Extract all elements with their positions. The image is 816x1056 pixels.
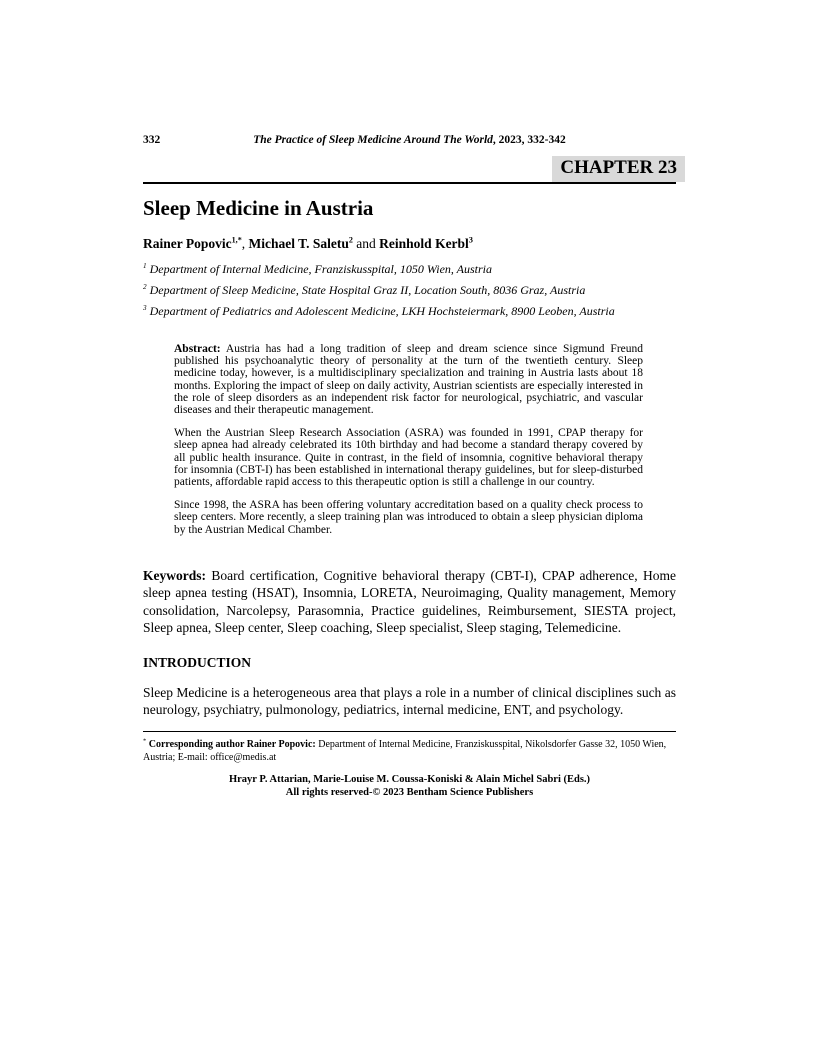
author-3-superscript: 3 <box>468 235 473 245</box>
chapter-badge: CHAPTER 23 <box>552 156 685 182</box>
affiliation-3-text: Department of Pediatrics and Adolescent Medicine, LKH Hochsteiermark, 8900 Leoben, Austria <box>149 304 615 319</box>
running-title-suffix: , 2023, 332-342 <box>492 134 566 146</box>
footnote-asterisk: * <box>143 737 147 745</box>
imprint-block <box>143 774 676 799</box>
author-separator-and: and <box>352 236 380 252</box>
keywords-text: Board certification, Cognitive behavioral therapy (CBT-I), CPAP adherence, Home sleep apnea testing (HSAT), Insomnia, LORETA, Neuroimaging, Quality management, Memory consolidation, Narcolepsy, Parasomnia, Practice guidelines, Reimbursement, SIESTA project, Sleep apnea, Sleep center, Sleep coaching, Sleep specialist, Sleep staging, Telemedicine. <box>143 567 676 636</box>
editors-line: Hrayr P. Attarian, Marie-Louise M. Coussa-Koniski & Alain Michel Sabri (Eds.) <box>228 774 591 786</box>
abstract-block <box>174 343 643 536</box>
affiliation-2-text: Department of Sleep Medicine, State Hospital Graz II, Location South, 8036 Graz, Austria <box>149 283 586 298</box>
affiliations <box>143 259 676 322</box>
author-1-name: Rainer Popovic <box>143 236 232 252</box>
author-separator-comma: , <box>241 236 249 252</box>
author-2-superscript: 2 <box>348 235 353 245</box>
affiliation-1 <box>143 259 676 280</box>
abstract-paragraph-2: When the Austrian Sleep Research Association (ASRA) was founded in 1991, CPAP therapy for sleep apnea had already celebrated its 10th birthday and had become a standard therapy covered by all public health insurance. Quite in contrast, in the field of insomnia, cognitive behavioral therapy for insomnia (CBT-I) has been established in international therapy guidelines, but for sleep-disturbed patients, affordable rapid access to this therapeutic option is still a challenge in our country. <box>174 427 643 489</box>
keywords-label: Keywords: <box>143 567 206 583</box>
running-title-italic: The Practice of Sleep Medicine Around The World <box>253 134 493 146</box>
affiliation-3 <box>143 301 676 322</box>
footnote-text: Department of Internal Medicine, Franziskusspital, Nikolsdorfer Gasse 32, 1050 Wien, Austria; E-mail: office@medis.at <box>143 739 667 764</box>
affiliation-1-text: Department of Internal Medicine, Franziskusspital, 1050 Wien, Austria <box>149 262 493 277</box>
abstract-paragraph-1 <box>174 343 643 416</box>
corresponding-author-footnote <box>143 731 676 764</box>
affiliation-2 <box>143 280 676 301</box>
introduction-heading: INTRODUCTION <box>143 654 252 670</box>
affiliation-3-superscript: 3 <box>143 304 147 313</box>
author-3-name: Reinhold Kerbl <box>379 236 469 252</box>
affiliation-1-superscript: 1 <box>143 262 147 271</box>
page-content <box>143 133 676 799</box>
running-header <box>143 133 676 147</box>
page-number: 332 <box>143 134 161 146</box>
chapter-rule <box>143 156 676 184</box>
author-3 <box>379 236 473 251</box>
keywords-block <box>143 567 676 637</box>
authors-line <box>143 235 676 253</box>
author-2-name: Michael T. Saletu <box>248 236 349 252</box>
footnote-bold-text: Corresponding author Rainer Popovic: <box>146 739 316 751</box>
author-2 <box>249 236 353 251</box>
author-1-superscript: 1,* <box>231 235 242 245</box>
running-title <box>253 134 566 146</box>
affiliation-2-superscript: 2 <box>143 283 147 292</box>
introduction-paragraph: Sleep Medicine is a heterogeneous area that plays a role in a number of clinical disciplines such as neurology, psychiatry, pulmonology, pediatrics, internal medicine, ENT, and psychology. <box>143 684 676 717</box>
author-1 <box>143 236 242 251</box>
rights-line: All rights reserved-© 2023 Bentham Science Publishers <box>285 786 534 798</box>
abstract-paragraph-1-text: Austria has had a long tradition of sleep and dream science since Sigmund Freund published his psychoanalytic theory of personality at the turn of the twentieth century. Sleep medicine today, however, is a multidisciplinary specialization and training in Austria lasts about 18 months. Exploring the impact of sleep on daily activity, Austrian scientists are especially interested in the role of sleep disorders as an independent risk factor for neurological, psychiatric, and vascular diseases and their therapeutic management. <box>174 343 643 417</box>
abstract-label: Abstract: <box>174 343 221 356</box>
chapter-title: Sleep Medicine in Austria <box>143 195 374 220</box>
abstract-paragraph-3: Since 1998, the ASRA has been offering voluntary accreditation based on a quality check process to sleep centers. More recently, a sleep training plan was introduced to obtain a sleep physician diploma by the Austrian Medical Chamber. <box>174 499 643 536</box>
